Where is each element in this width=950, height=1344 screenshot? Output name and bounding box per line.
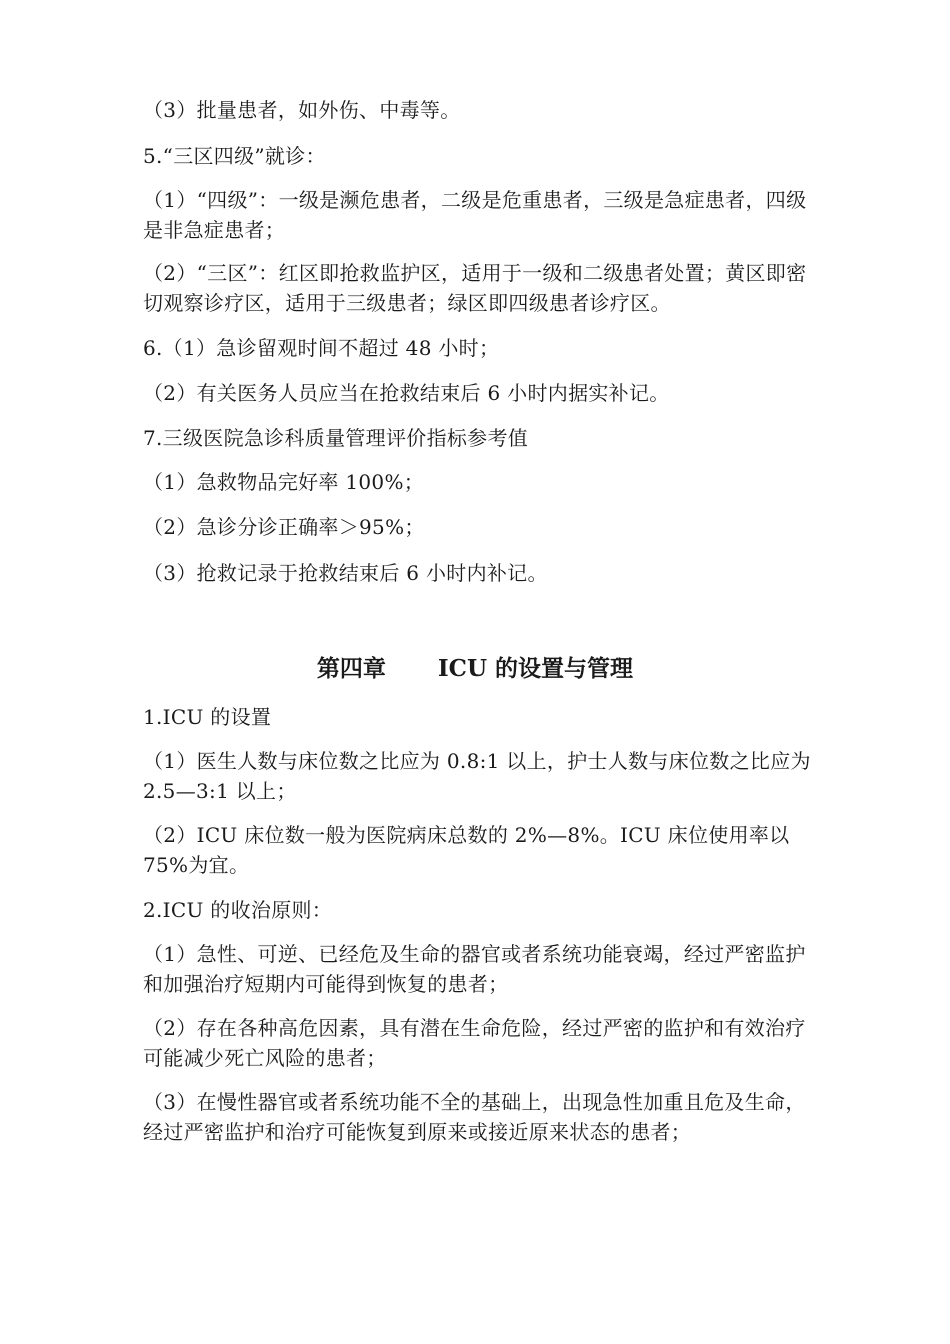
list-item: 6.（1）急诊留观时间不超过 48 小时； — [143, 336, 500, 360]
section-heading: 1.ICU 的设置 — [143, 705, 272, 729]
list-item: （3）抢救记录于抢救结束后 6 小时内补记。 — [143, 561, 548, 585]
chapter-name: ICU 的设置与管理 — [437, 655, 634, 682]
list-item: （1）急救物品完好率 100%； — [143, 470, 425, 494]
list-item: （2）“三区”：红区即抢救监护区，适用于一级和二级患者处置；黄区即密切观察诊疗区，适用于三级患者；绿区即四级患者诊疗区。 — [143, 261, 807, 315]
list-item: （3）批量患者，如外伤、中毒等。 — [143, 98, 461, 122]
list-item: （1）“四级”：一级是濒危患者，二级是危重患者，三级是急症患者，四级是非急症患者； — [143, 188, 807, 242]
list-item: （1）医生人数与床位数之比应为 0.8:1 以上，护士人数与床位数之比应为 2.5—3:1 以上； — [143, 749, 811, 803]
chapter-title — [0, 650, 950, 683]
section-heading: 7.三级医院急诊科质量管理评价指标参考值 — [143, 426, 529, 450]
list-item: （3）在慢性器官或者系统功能不全的基础上，出现急性加重且危及生命，经过严密监护和治疗可能恢复到原来或接近原来状态的患者； — [143, 1090, 806, 1144]
list-item: （2）ICU 床位数一般为医院病床总数的 2%—8%。ICU 床位使用率以 75%为宜。 — [143, 823, 790, 877]
list-item: （2）急诊分诊正确率＞95%； — [143, 515, 425, 539]
list-item: （2）存在各种高危因素，具有潜在生命危险，经过严密的监护和有效治疗可能减少死亡风险的患者； — [143, 1016, 806, 1070]
section-heading: 2.ICU 的收治原则： — [143, 898, 333, 922]
list-item: （1）急性、可逆、已经危及生命的器官或者系统功能衰竭，经过严密监护和加强治疗短期内可能得到恢复的患者； — [143, 942, 806, 996]
chapter-number: 第四章 — [316, 655, 386, 682]
section-heading: 5.“三区四级”就诊： — [143, 144, 326, 168]
list-item: （2）有关医务人员应当在抢救结束后 6 小时内据实补记。 — [143, 381, 670, 405]
